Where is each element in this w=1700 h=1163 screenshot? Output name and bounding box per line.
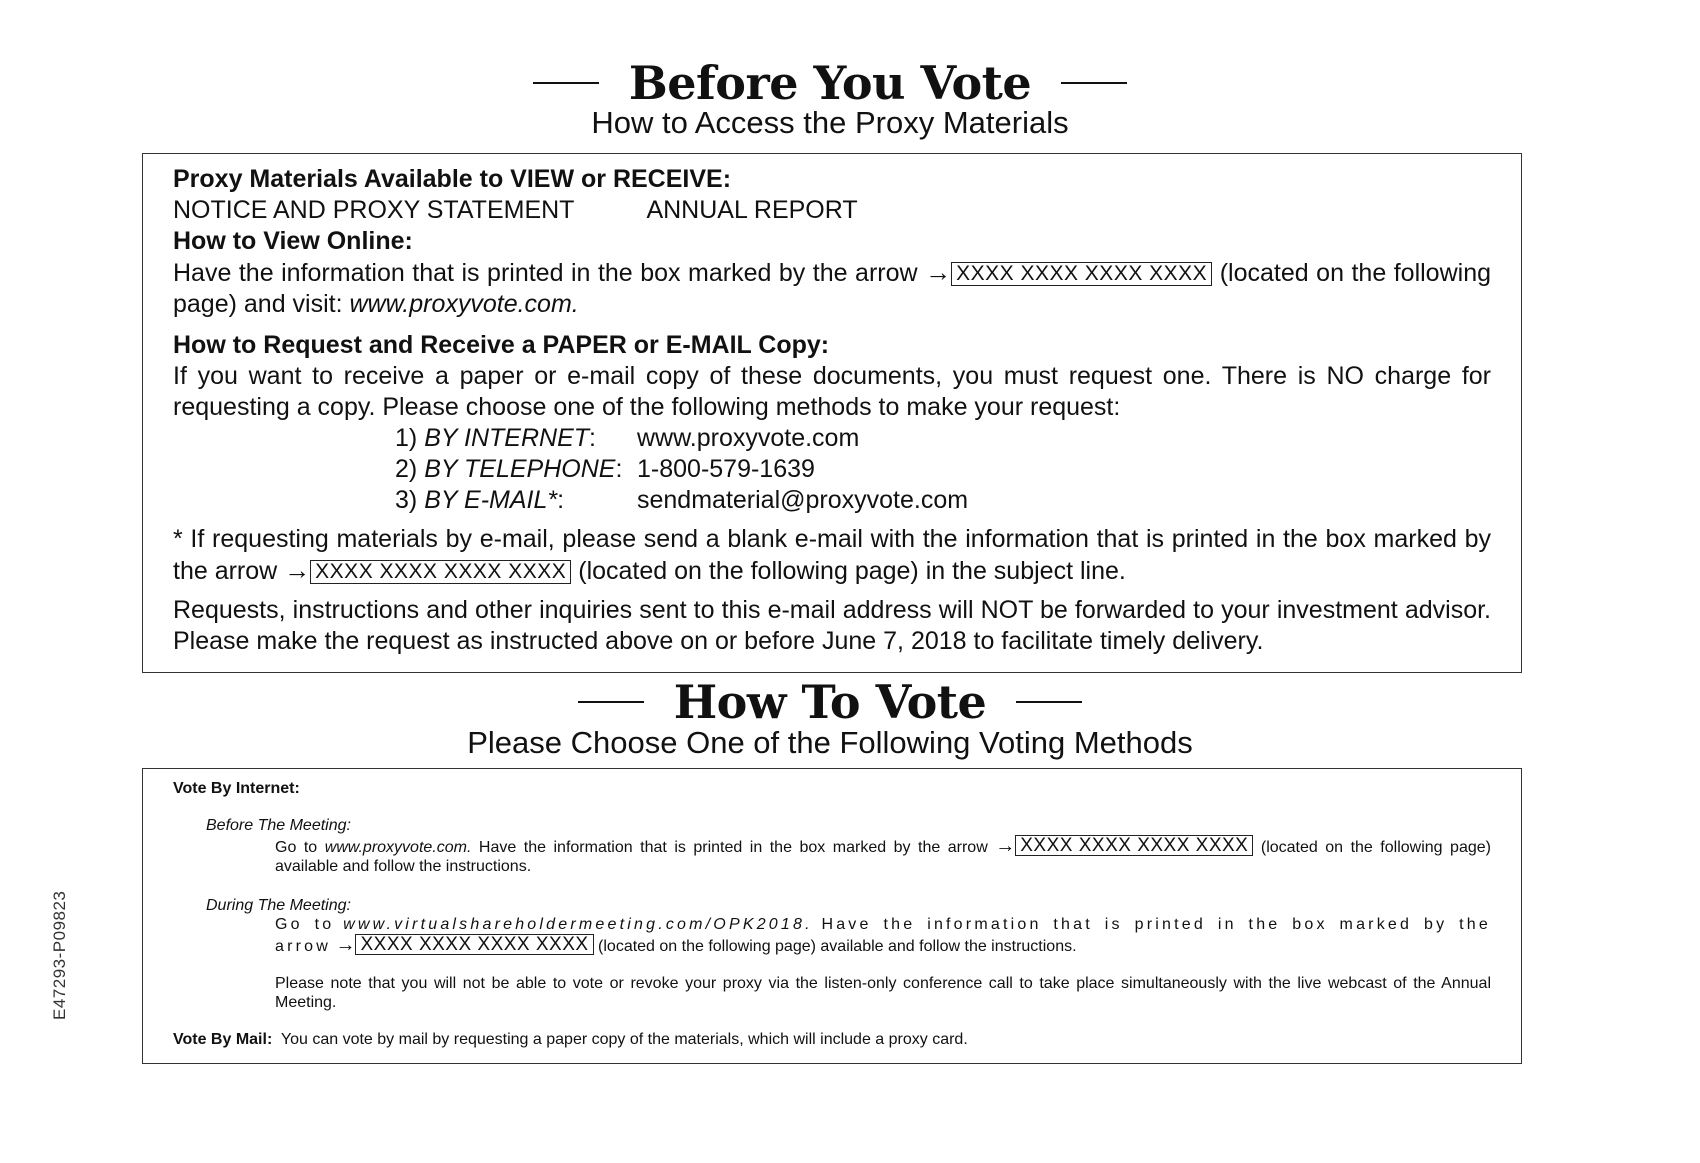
control-number-box: XXXX XXXX XXXX XXXX [310,560,571,584]
section-subtitle: Please Choose One of the Following Voting Methods [467,725,1193,760]
go-to-text: Go to [275,839,318,856]
before-you-vote-heading [0,56,1660,110]
request-text: If you want to receive a paper or e-mail copy of these documents, you must request one. There is NO charge for requesting a copy. Please choose one of the following methods to make your request: [173,362,1491,421]
document-annual-report: ANNUAL REPORT [646,196,858,224]
view-text-part: Have the information that is printed in the box marked by the arrow [173,259,918,287]
heading-rule-left [533,82,599,84]
requests-note: Requests, instructions and other inquiries sent to this e-mail address will NOT be forwarded to your investment advisor. Please make the request as instructed above on or before June 7, 2018 to facilitate timely delivery. [173,596,1491,655]
heading-rule-left [578,701,644,703]
control-number-box: XXXX XXXX XXXX XXXX [1015,835,1253,856]
documents-line [173,195,1491,226]
vote-mail-heading: Vote By Mail: [173,1031,273,1048]
method-value[interactable]: sendmaterial@proxyvote.com [637,486,969,514]
method-row [395,423,1491,454]
method-value[interactable]: www.proxyvote.com [637,424,860,452]
before-text-part: Have the information that is printed in the box marked by the arrow [478,839,988,856]
method-row [395,454,1491,485]
proxyvote-link[interactable]: www.proxyvote.com. [349,290,579,318]
document-code: E47293-P09823 [50,890,69,1020]
proxy-materials-box [142,153,1522,673]
email-note [173,524,1491,587]
section-title: Before You Vote [628,56,1032,110]
view-online-heading: How to View Online: [173,227,413,255]
method-row [395,485,1491,516]
arrow-right-icon: → [995,835,1016,857]
during-text-part: (located on the following page) available and follow the instructions. [598,938,1077,955]
section-subtitle: How to Access the Proxy Materials [591,105,1069,140]
during-meeting-text [275,915,1491,956]
request-methods-list [395,423,1491,516]
request-heading: How to Request and Receive a PAPER or E-MAIL Copy: [173,331,830,359]
voting-methods-box [142,768,1522,1064]
method-label: 1) BY INTERNET: [395,424,596,452]
arrow-right-icon: → [335,934,356,956]
conference-call-note: Please note that you will not be able to vote or revoke your proxy via the listen-only conference call to take place simultaneously with the live webcast of the Annual Meeting. [275,975,1491,1011]
method-label: 2) BY TELEPHONE: [395,455,623,483]
document-notice: NOTICE AND PROXY STATEMENT [173,196,575,224]
control-number-box: XXXX XXXX XXXX XXXX [355,934,593,955]
section-title: How To Vote [673,675,987,729]
vote-mail-text: You can vote by mail by requesting a paper copy of the materials, which will include a proxy card. [280,1031,968,1048]
during-meeting-label: During The Meeting: [206,897,351,914]
before-meeting-text [275,835,1491,876]
view-text-part: (located on the following page) and visit: [173,259,1492,318]
go-to-text: Go to [275,916,335,933]
heading-rule-right [1061,82,1127,84]
vote-internet-heading: Vote By Internet: [173,780,300,797]
available-heading: Proxy Materials Available to VIEW or RECEIVE: [173,165,732,193]
during-text-part: Have the information that is printed in the box marked by the arrow [275,916,1491,955]
method-value[interactable]: 1-800-579-1639 [637,455,815,483]
arrow-right-icon: → [284,555,311,585]
email-note-part: * If requesting materials by e-mail, please send a blank e-mail with the information that is printed in the box marked by the arrow [173,525,1491,585]
before-meeting-label: Before The Meeting: [206,817,351,834]
vote-mail-line [173,1030,1491,1049]
proxyvote-link[interactable]: www.proxyvote.com. [324,839,472,856]
control-number-box: XXXX XXXX XXXX XXXX [951,262,1212,286]
virtual-meeting-link[interactable]: www.virtualshareholdermeeting.com/OPK2018. [343,916,813,933]
how-to-vote-heading [0,675,1660,729]
view-online-text [173,257,1491,320]
email-note-part: (located on the following page) in the subject line. [578,557,1126,585]
arrow-right-icon: → [925,257,952,287]
before-text-part: (located on the following page) available and follow the instructions. [275,839,1491,875]
heading-rule-right [1016,701,1082,703]
method-label: 3) BY E-MAIL*: [395,486,565,514]
